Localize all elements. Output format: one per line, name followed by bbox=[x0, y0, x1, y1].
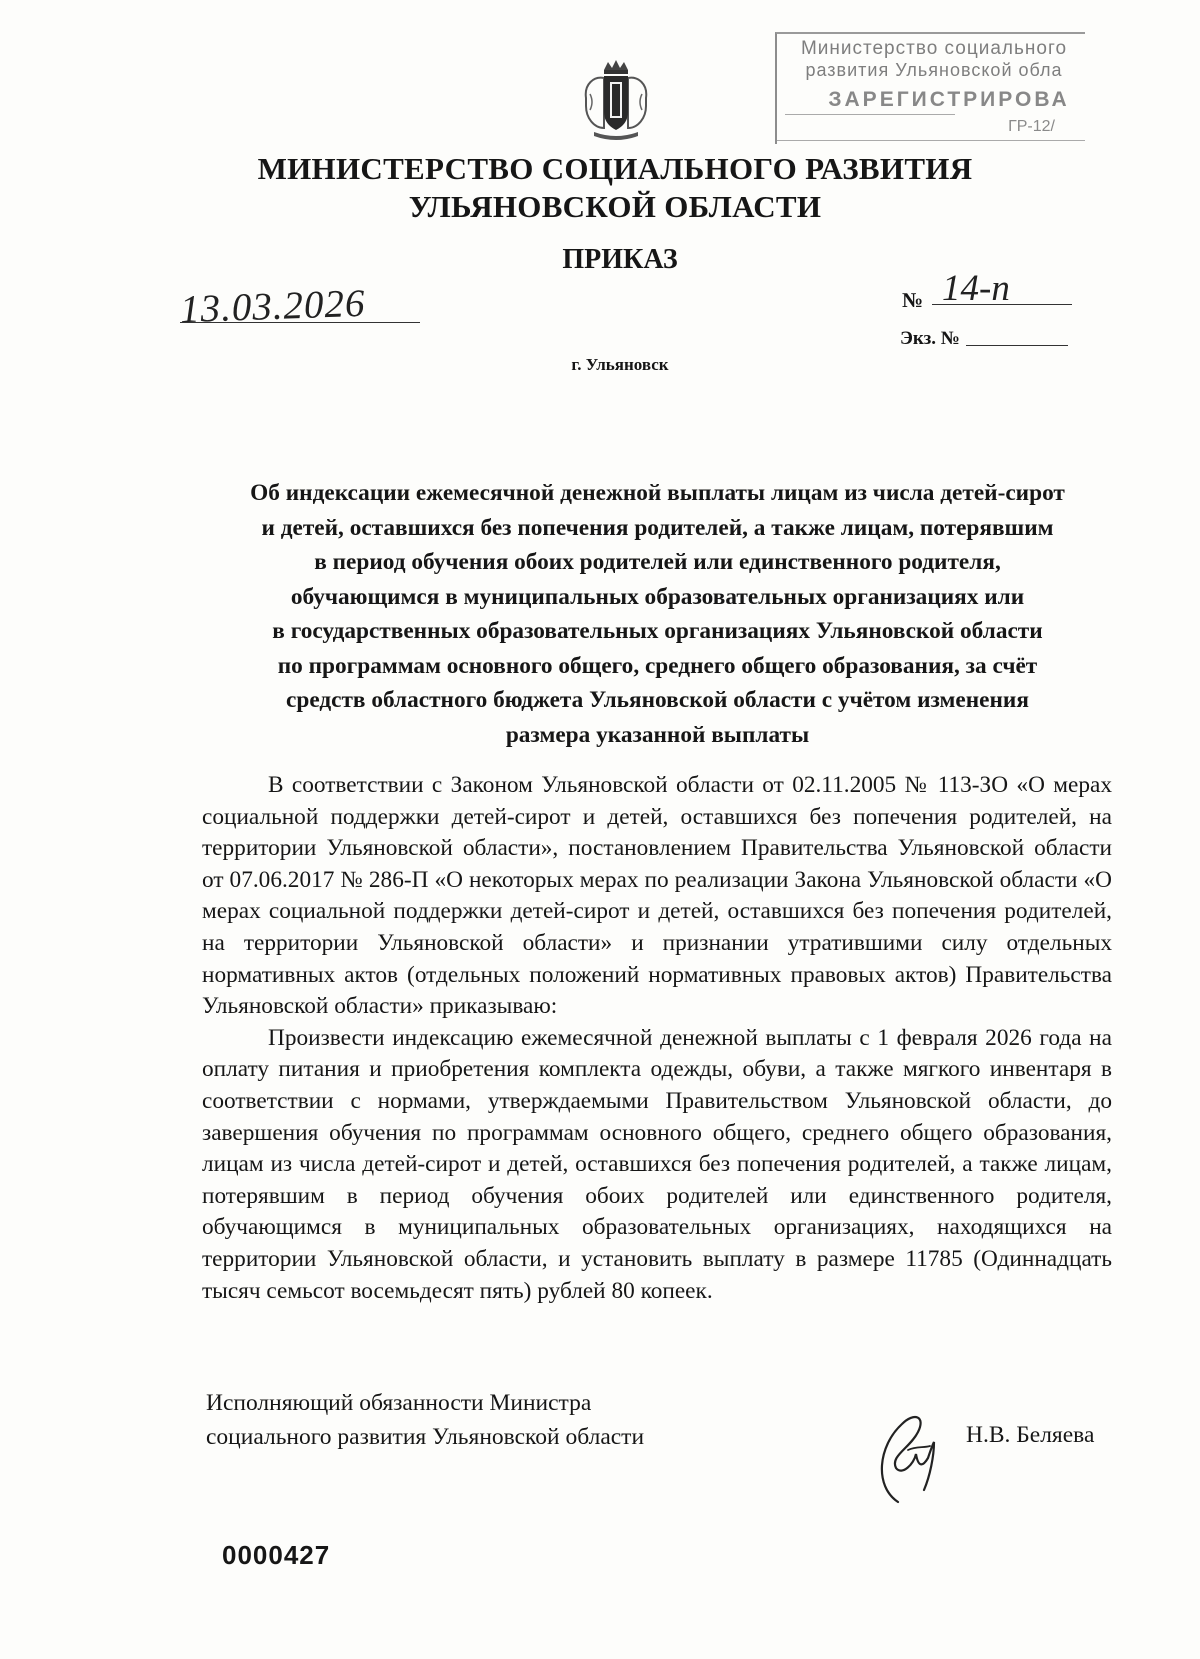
copy-number-label: Экз. № bbox=[900, 328, 960, 349]
ministry-line-2: УЛЬЯНОВСКОЙ ОБЛАСТИ bbox=[408, 189, 822, 224]
subject-line: и детей, оставшихся без попечения родителей, а также лицам, потерявшим bbox=[261, 514, 1054, 541]
stamp-divider bbox=[785, 114, 955, 115]
handwritten-number: 14-п bbox=[942, 268, 1010, 309]
signer-name: Н.В. Беляева bbox=[966, 1422, 1095, 1448]
subject-line: обучающимся в муниципальных образовательных организациях или bbox=[290, 583, 1025, 610]
city: г. Ульяновск bbox=[571, 355, 669, 374]
number-underline bbox=[932, 304, 1072, 305]
stamp-line-2: развития Ульяновской обла bbox=[805, 60, 1063, 80]
copy-number-underline bbox=[966, 345, 1068, 346]
subject-line: размера указанной выплаты bbox=[505, 721, 810, 748]
order-body bbox=[202, 770, 1112, 1307]
handwritten-signature-icon bbox=[868, 1406, 948, 1506]
order-subject bbox=[200, 476, 1115, 752]
body-paragraph-legal-basis: В соответствии с Законом Ульяновской области от 02.11.2005 № 113-ЗО «О мерах социальной поддержки детей-сирот и детей, оставшихся без попечения родителей, на территории Ульяновской области», постановлением Правительства Ульяновской области от 07.06.2017 № 286-П «О некоторых мерах по реализации Закона Ульяновской области «О мерах социальной поддержки детей-сирот и детей, оставшихся без попечения родителей, на территории Ульяновской области» и признании утратившими силу отдельных нормативных актов (отдельных положений нормативных правовых актов) Правительства Ульяновской области» приказываю: bbox=[202, 772, 1112, 1020]
body-paragraph-order: Произвести индексацию ежемесячной денежной выплаты с 1 февраля 2026 года на оплату питания и приобретения комплекта одежды, обуви, а также мягкого инвентаря в соответствии с нормами, утверждаемыми Правительством Ульяновской области, до завершения обучения по программам основного общего, среднего общего образования, лицам из числа детей-сирот и детей, оставшихся без попечения родителей, а также лицам, потерявшим в период обучения обоих родителей или единственного родителя, обучающимся в муниципальных образовательных организациях, находящихся на территории Ульяновской области, и установить выплату в размере 11785 (Одиннадцать тысяч семьсот восемьдесят пять) рублей 80 копеек. bbox=[202, 1024, 1112, 1304]
stamp-line-1: Министерство социального bbox=[800, 38, 1068, 59]
handwritten-date: 13.03.2026 bbox=[179, 281, 367, 332]
registration-stamp bbox=[775, 32, 1085, 144]
ministry-heading bbox=[0, 150, 1200, 226]
coat-of-arms-icon bbox=[574, 58, 658, 142]
subject-line: по программам основного общего, среднего общего образования, за счёт bbox=[277, 652, 1038, 679]
signer-position bbox=[206, 1386, 644, 1454]
subject-line: средств областного бюджета Ульяновской области с учётом изменения bbox=[286, 687, 1029, 713]
document-type: ПРИКАЗ bbox=[562, 244, 678, 275]
subject-line: в государственных образовательных организациях Ульяновской области bbox=[272, 618, 1043, 644]
subject-line: Об индексации ежемесячной денежной выплаты лицам из числа детей-сирот bbox=[250, 480, 1065, 506]
date-underline bbox=[180, 322, 420, 323]
stamp-bottom-line bbox=[777, 140, 1085, 141]
stamp-line-3: ЗАРЕГИСТРИРОВА bbox=[828, 88, 1070, 111]
stamp-line-4: ГР-12/ bbox=[1008, 118, 1055, 135]
signer-position-line-1: Исполняющий обязанности Министра bbox=[206, 1390, 592, 1416]
ministry-line-1: МИНИСТЕРСТВО СОЦИАЛЬНОГО РАЗВИТИЯ bbox=[257, 151, 973, 186]
number-label: № bbox=[902, 288, 924, 312]
subject-line: в период обучения обоих родителей или единственного родителя, bbox=[314, 549, 1001, 575]
document-serial-number: 0000427 bbox=[222, 1540, 331, 1570]
signer-position-line-2: социального развития Ульяновской области bbox=[206, 1424, 645, 1450]
